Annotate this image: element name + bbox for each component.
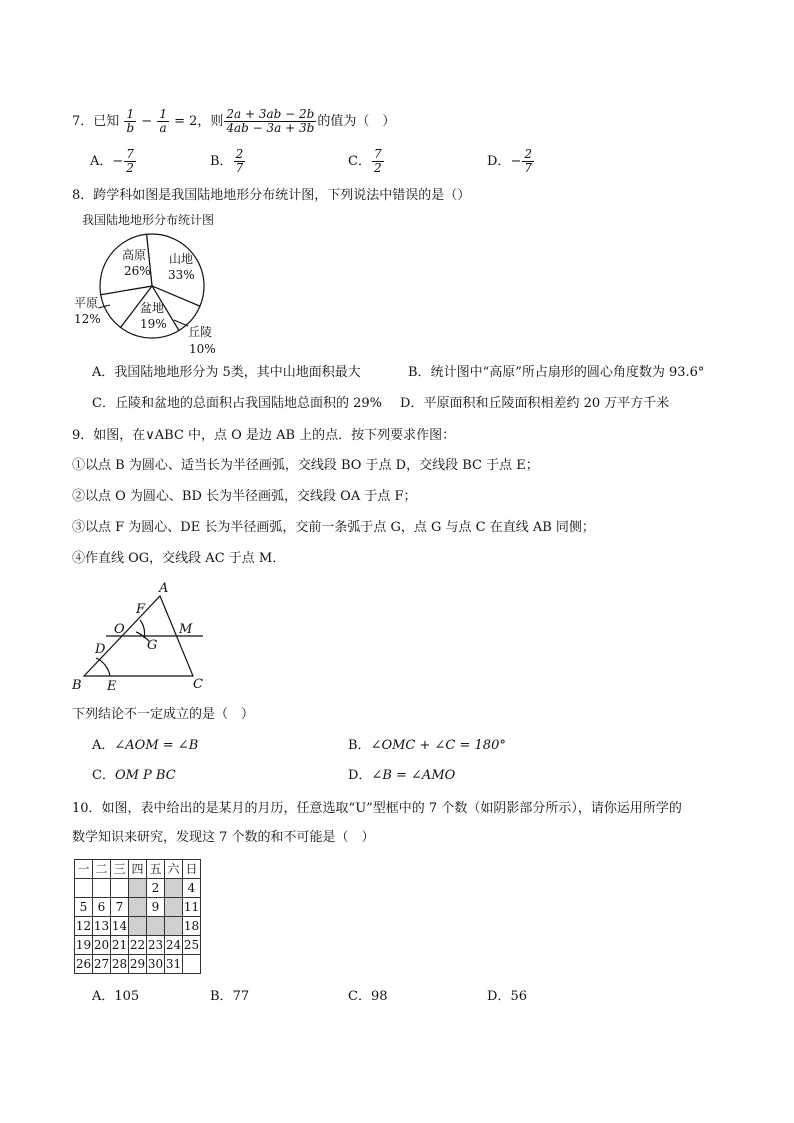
pie-label-gaoyuan: 高原 — [122, 248, 147, 262]
q9-step-1: ①以点 B 为圆心、适当长为半径画弧，交线段 BO 于点 D，交线段 BC 于点 E； — [72, 458, 539, 473]
q8-stem: 8．跨学科如图是我国陆地地形分布统计图，下列说法中错误的是（） — [72, 188, 471, 203]
q7-stem: 7．已知 $\frac{1}{b}$ − $\frac{1}{a}$ = 2，则 $\frac{2a + 3ab - 2b}{4ab - 3a + 3b}$ 的值为（ ） — [72, 107, 396, 135]
pie-label-qiuling: 丘陵 — [188, 325, 213, 339]
calendar-row: 26 27 28 29 30 31 — [75, 955, 201, 974]
label-g: G — [147, 638, 158, 653]
pie-value-qiuling: 10% — [189, 342, 216, 356]
calendar-header-row: 一 二 三 四 五 六 日 — [75, 860, 201, 879]
q10-stem-line-1: 10．如图，表中给出的是某月的月历，任意选取“U”型框中的 7 个数（如阴影部分所示），请你运用所学的 — [72, 801, 682, 816]
q9-option-d[interactable]: D．∠B = ∠AMO — [348, 768, 456, 783]
calendar-row: 12 13 14 18 — [75, 917, 201, 936]
calendar-row: 2 4 — [75, 879, 201, 898]
pie-value-pendi: 19% — [140, 317, 167, 331]
q7-target-fraction: $\frac{2a + 3ab - 2b}{4ab - 3a + 3b}$ — [226, 107, 315, 135]
q10-option-d[interactable]: D．56 — [487, 989, 527, 1004]
label-b: B — [72, 678, 82, 693]
q10-calendar — [74, 859, 201, 974]
q10-option-a[interactable]: A．105 — [92, 989, 140, 1004]
q9-option-a[interactable]: A．∠AOM = ∠B — [92, 738, 199, 753]
q8-option-b[interactable]: B．统计图中“高原”所占扇形的圆心角度数为 93.6° — [408, 365, 705, 380]
q7-option-b[interactable]: B． $\frac{2}{7}$ — [210, 147, 244, 175]
q9-option-c[interactable]: C．OM P BC — [92, 768, 176, 783]
calendar-row: 5 6 7 9 11 — [75, 898, 201, 917]
q7-option-a[interactable]: A．− $\frac{7}{2}$ — [90, 147, 134, 175]
q9-geometry-figure — [70, 580, 220, 695]
q9-option-b[interactable]: B．∠OMC + ∠C = 180° — [348, 738, 506, 753]
q8-chart-title: 我国陆地地形分布统计图 — [82, 213, 215, 227]
q9-step-3: ③以点 F 为圆心、DE 长为半径画弧，交前一条弧于点 G，点 G 与点 C 在直线 AB 同侧； — [72, 520, 595, 535]
calendar-row: 19 20 21 22 23 24 25 — [75, 936, 201, 955]
q10-stem-line-2: 数学知识来研究，发现这 7 个数的和不可能是（ ） — [72, 830, 375, 845]
q9-step-2: ②以点 O 为圆心、BD 长为半径画弧，交线段 OA 于点 F； — [72, 489, 417, 504]
pie-value-shandi: 33% — [168, 268, 195, 282]
q7-given-fraction-2: $\frac{1}{a}$ — [159, 107, 167, 135]
q7-option-d[interactable]: D．− $\frac{2}{7}$ — [487, 147, 532, 175]
label-a: A — [159, 581, 169, 596]
q9-stem: 9．如图，在∨ABC 中，点 O 是边 AB 上的点．按下列要求作图： — [72, 428, 456, 443]
pie-label-pingyuan: 平原 — [74, 296, 99, 310]
q8-pie-chart — [70, 228, 230, 378]
pie-value-gaoyuan: 26% — [124, 264, 151, 278]
label-m: M — [179, 622, 193, 637]
q7-option-c[interactable]: C． $\frac{7}{2}$ — [348, 147, 382, 175]
q7-given-fraction-1: $\frac{1}{b}$ — [126, 107, 135, 135]
q10-option-c[interactable]: C．98 — [348, 989, 388, 1004]
q9-step-4: ④作直线 OG，交线段 AC 于点 M． — [72, 551, 286, 566]
label-f: F — [136, 602, 146, 617]
q9-question: 下列结论不一定成立的是（ ） — [72, 707, 255, 722]
q8-option-c[interactable]: C．丘陵和盆地的总面积占我国陆地总面积的 29% — [92, 396, 382, 411]
q10-option-b[interactable]: B．77 — [210, 989, 250, 1004]
label-e: E — [107, 679, 117, 694]
q8-option-d[interactable]: D．平原面积和丘陵面积相差约 20 万平方千米 — [400, 396, 670, 411]
q8-option-a[interactable]: A．我国陆地地形分为 5类，其中山地面积最大 — [92, 365, 361, 380]
pie-label-pendi: 盆地 — [140, 301, 165, 315]
pie-value-pingyuan: 12% — [74, 312, 101, 326]
label-c: C — [193, 677, 203, 692]
pie-label-shandi: 山地 — [169, 252, 194, 266]
label-o: O — [114, 622, 125, 637]
label-d: D — [95, 642, 106, 657]
